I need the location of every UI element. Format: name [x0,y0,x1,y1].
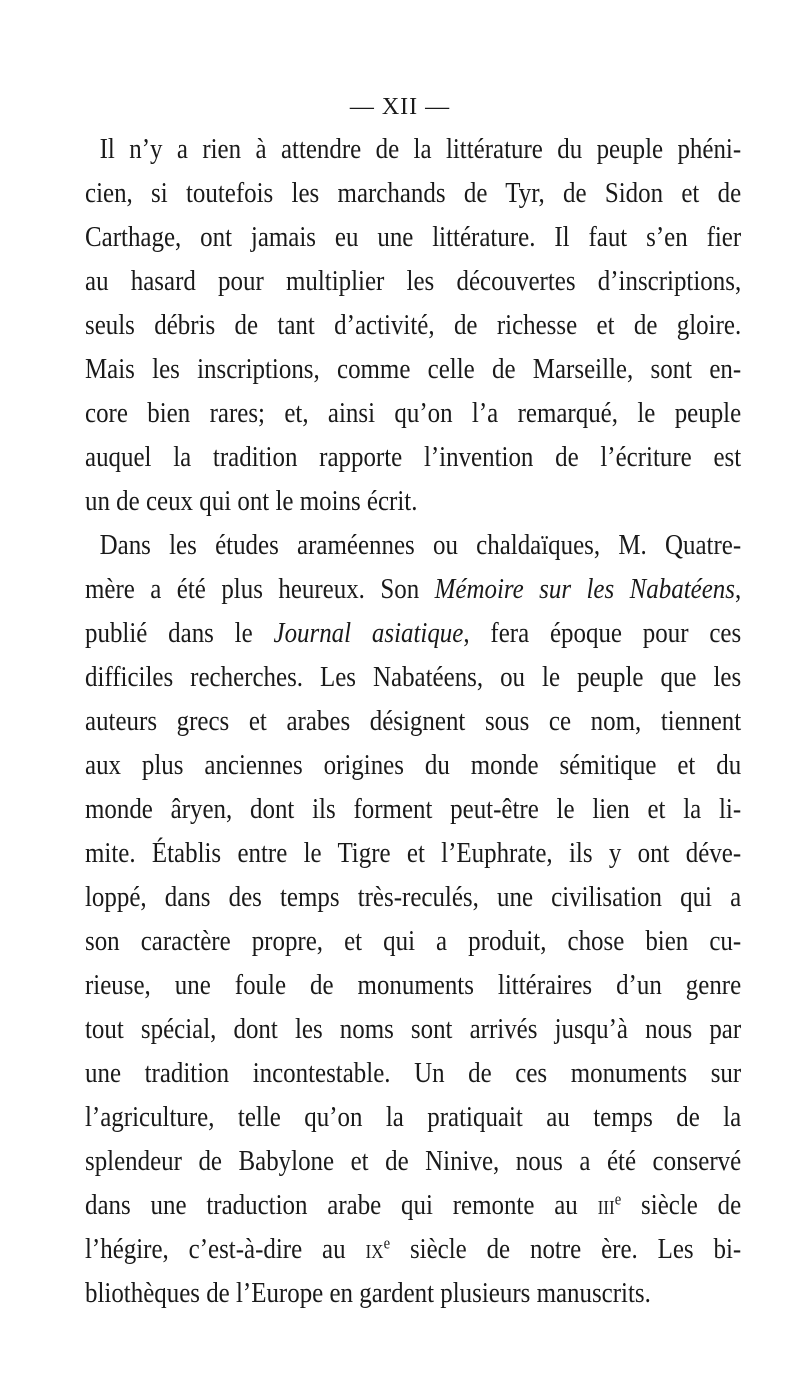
text-line: splendeur de Babylone et de Ninive, nous a été conservé [85,1145,742,1177]
text-line: l’hégire, c’est-à-dire au $ix^e$ siècle de notre ère. Les bi- [85,1233,742,1265]
superscript: e [383,1233,391,1253]
body-text [85,127,741,1315]
text-line: Carthage, ont jamais eu une littérature. Il faut s’en fier [85,221,742,253]
superscript: e [614,1189,622,1209]
text-line: un de ceux qui ont le moins écrit. [85,485,418,517]
roman-numeral: iii [597,1189,615,1221]
text-line: dans une traduction arabe qui remonte au iii$^e$ siècle de [85,1189,742,1221]
roman-numeral: ix [365,1233,384,1265]
italic-title-memoire: Mémoire sur les Nabatéens [434,573,735,605]
text-line: difficiles recherches. Les Nabatéens, ou le peuple que les [85,661,742,693]
italic-title-journal: Journal asiatique [273,617,464,649]
text-line: bliothèques de l’Europe en gardent plusieurs manuscrits. [85,1277,651,1309]
text-line: tout spécial, dont les noms sont arrivés jusqu’à nous par [85,1013,742,1045]
text-line: monde âryen, dont ils forment peut-être le lien et la li- [85,793,742,825]
text-line: cien, si toutefois les marchands de Tyr, de Sidon et de [85,177,742,209]
text-line: publié dans le Journal asiatique, fera époque pour ces [85,617,742,649]
text-line: auteurs grecs et arabes désignent sous ce nom, tiennent [85,705,742,737]
text-line: mère a été plus heureux. Son Mémoire sur les Nabatéens, [85,573,742,605]
text-line: l’agriculture, telle qu’on la pratiquait au temps de la [85,1101,742,1133]
text-line: au hasard pour multiplier les découvertes d’inscriptions, [85,265,742,297]
text-line: aux plus anciennes origines du monde sémitique et du [85,749,742,781]
text-line: Il n’y a rien à attendre de la littérature du peuple phéni- [99,133,742,165]
text-line: loppé, dans des temps très-reculés, une civilisation qui a [85,881,742,913]
text-line: seuls débris de tant d’activité, de richesse et de gloire. [85,309,742,341]
text-line: Mais les inscriptions, comme celle de Marseille, sont en- [85,353,742,385]
text-line: rieuse, une foule de monuments littéraires d’un genre [85,969,742,1001]
page-number-header: — XII — [349,94,451,120]
text-line: core bien rares; et, ainsi qu’on l’a remarqué, le peuple [85,397,742,429]
text-line: son caractère propre, et qui a produit, chose bien cu- [85,925,742,957]
text-line: auquel la tradition rapporte l’invention de l’écriture est [85,441,742,473]
text-line: Dans les études araméennes ou chaldaïques, M. Quatre- [99,529,742,561]
text-line: mite. Établis entre le Tigre et l’Euphrate, ils y ont déve- [85,837,742,869]
text-line: une tradition incontestable. Un de ces monuments sur [85,1057,742,1089]
